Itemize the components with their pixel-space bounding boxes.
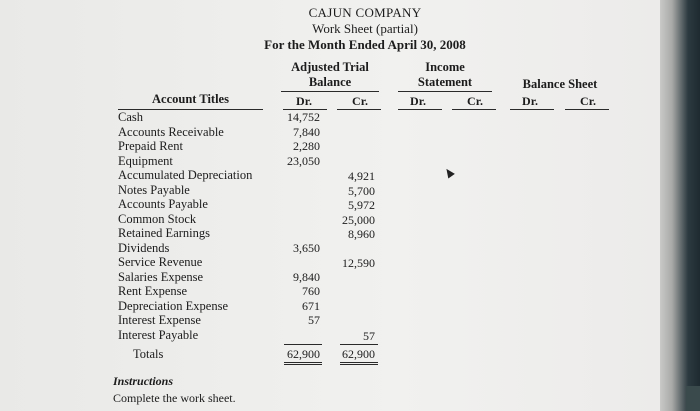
- account-title: Prepaid Rent: [118, 139, 183, 153]
- income-statement-header: [400, 60, 490, 90]
- account-title: Notes Payable: [118, 182, 190, 197]
- atb-header-line1: Adjusted Trial: [291, 60, 369, 74]
- sheet-period: For the Month Ended April 30, 2008: [264, 37, 466, 52]
- bs-cr-underline: [565, 109, 609, 110]
- account-title: Common Stock: [118, 211, 197, 226]
- totals-cr-double-rule-2: [340, 364, 378, 365]
- account-title: Accounts Payable: [118, 197, 208, 211]
- account-title: Interest Expense: [118, 313, 201, 327]
- account-title: Accounts Receivable: [118, 124, 224, 139]
- totals-label: Totals: [133, 347, 164, 361]
- atb-dr-value: 2,280: [293, 139, 320, 153]
- totals-dr-top-rule: [284, 344, 322, 345]
- atb-header-line2: Balance: [308, 75, 352, 89]
- account-title: Rent Expense: [118, 284, 188, 298]
- account-title: Salaries Expense: [118, 269, 204, 284]
- page-edge-shadow: [660, 0, 700, 411]
- atb-dr-value: 7,840: [293, 124, 320, 139]
- atb-dr-value: 57: [308, 313, 320, 327]
- atb-dr-value: 14,752: [287, 110, 320, 124]
- atb-dr-value: 23,050: [287, 153, 320, 168]
- account-title: Depreciation Expense: [118, 298, 229, 313]
- bs-dr-underline: [510, 109, 554, 110]
- atb-cr-underline: [337, 109, 381, 110]
- instructions-text: Complete the work sheet.: [113, 391, 236, 405]
- atb-cr-value: 25,000: [342, 212, 375, 227]
- account-titles-header: Account Titles: [152, 92, 229, 106]
- atb-cr-value: 4,921: [348, 169, 375, 183]
- adjusted-trial-balance-header: [280, 60, 380, 90]
- is-header-line1: Income: [425, 60, 465, 74]
- is-cr-header: Cr.: [467, 94, 483, 108]
- atb-dr-value: 3,650: [293, 240, 320, 255]
- is-cr-underline: [452, 109, 496, 110]
- page-edge-corner: [686, 386, 700, 411]
- account-title: Interest Payable: [118, 327, 199, 342]
- atb-cr-value: 5,972: [348, 198, 375, 212]
- totals-cr-value: 62,900: [342, 347, 375, 361]
- company-name: CAJUN COMPANY: [308, 5, 422, 20]
- atb-cr-value: 8,960: [348, 227, 375, 241]
- balance-sheet-header: Balance Sheet: [522, 77, 598, 91]
- atb-cr-value: 12,590: [342, 256, 375, 270]
- atb-dr-header: Dr.: [296, 94, 312, 108]
- is-header-line2: Statement: [417, 75, 473, 89]
- is-dr-underline: [398, 109, 442, 110]
- atb-dr-value: 671: [302, 298, 320, 313]
- totals-dr-value: 62,900: [287, 347, 320, 361]
- account-title: Accumulated Depreciation: [118, 168, 253, 182]
- atb-cr-value: 5,700: [348, 183, 375, 198]
- totals-cr-top-rule: [340, 344, 378, 345]
- atb-dr-value: 9,840: [293, 269, 320, 284]
- is-dr-header: Dr.: [410, 94, 426, 108]
- account-title: Cash: [118, 110, 143, 124]
- mouse-cursor-icon: [443, 167, 455, 179]
- totals-cr-double-rule-1: [340, 362, 378, 363]
- is-group-underline: [398, 91, 492, 92]
- atb-cr-header: Cr.: [352, 94, 368, 108]
- account-title: Dividends: [118, 240, 170, 255]
- bs-cr-header: Cr.: [580, 94, 596, 108]
- totals-dr-double-rule-2: [284, 364, 322, 365]
- totals-dr-double-rule-1: [284, 362, 322, 363]
- account-title: Equipment: [118, 153, 173, 168]
- atb-cr-value: 57: [363, 328, 375, 343]
- instructions-title: Instructions: [113, 374, 174, 388]
- atb-group-underline: [281, 91, 379, 92]
- account-title: Service Revenue: [118, 255, 203, 269]
- atb-dr-value: 760: [302, 284, 320, 298]
- bs-dr-header: Dr.: [522, 94, 538, 108]
- account-title: Retained Earnings: [118, 226, 210, 240]
- sheet-subtitle: Work Sheet (partial): [312, 21, 418, 36]
